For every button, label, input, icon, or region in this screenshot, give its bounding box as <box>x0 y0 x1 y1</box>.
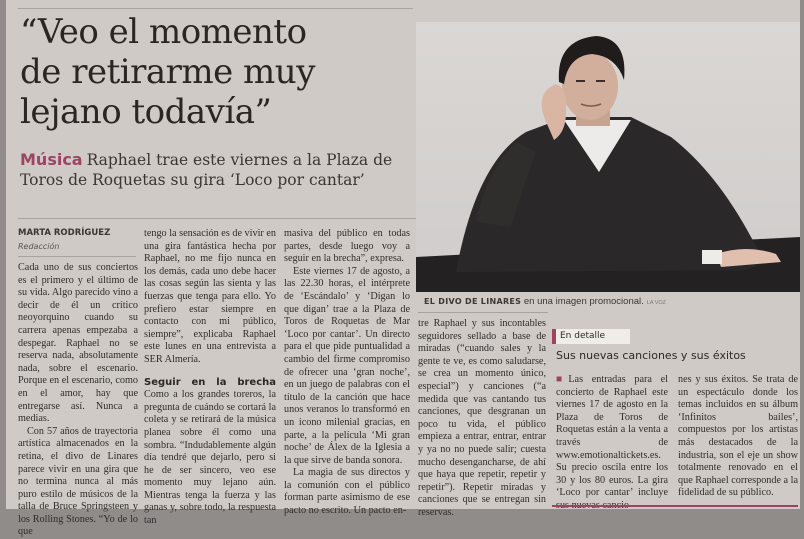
box-bottom-rule <box>552 505 798 507</box>
photo-caption <box>424 296 804 307</box>
box-column-1 <box>556 374 668 505</box>
body-paragraph: tengo la sensación es de vivir en una gira fantástica hecha por Raphael, no me fijo nunca en los demás, cada uno debe hacer las cosas según las sienta y las fuerzas que tenga para ello. Yo prefiero estar siempre en contacto con mi público, siempre”, explicaba Raphael este lunes en una entrevista a SER Almería. <box>144 228 276 365</box>
photo-credit: LA VOZ <box>646 300 667 306</box>
box-column-2 <box>678 374 798 505</box>
newspaper-page <box>6 0 800 538</box>
box-paragraph <box>556 374 668 513</box>
top-rule <box>18 8 413 9</box>
subhead-continuation: Como a los grandes toreros, la pregunta de cuándo se cortará la coleta y se retirará de la música planea sobre él como una sombra. “Indudablemente algún día tendré que dejarlo, pero si he de ser sincero, veo ese momento muy lejano aún. Mientras tenga la fuerza y las ganas y, sobre todo, la respuesta tan <box>144 389 276 527</box>
byline-section: Redacción <box>18 242 60 251</box>
author-byline: MARTA RODRÍGUEZ <box>18 228 111 238</box>
headline-line-3: lejano todavía” <box>20 92 272 132</box>
deck-text: Raphael trae este viernes a la Plaza de Toros de Roquetas su gira ‘Loco por cantar’ <box>20 151 393 189</box>
body-paragraph: Este viernes 17 de agosto, a las 22.30 horas, el intérprete de ‘Escándalo’ y ‘Digan lo que digan’ trae a la Plaza de Toros de Roquetas de Mar ‘Loco por cantar’. Un directo para el que pide puntualidad a cambio del firme compromiso de ofrecer una ‘gran noche’, en un juego de palabras con el título de la canción que hace unos veranos lo transformó en un icono milenial gracias, en parte, a la película ‘Mi gran noche’ de Álex de la Iglesia a la que sirve de banda sonora. <box>284 265 410 466</box>
body-column-2 <box>144 228 276 527</box>
deck-rule <box>18 218 416 219</box>
body-paragraph: Con 57 años de trayectoria artística almacenados en la retina, el divo de Linares parece vivir en una gira que no termina nunca al más puro estilo de músicos de la talla de Bruce Springsteen y los Rolling Stones. “Yo de lo que <box>18 425 138 538</box>
headline-line-2: de retirarme muy <box>20 52 315 92</box>
caption-rule <box>418 312 548 313</box>
box-paragraph: nes y sus éxitos. Se trata de un espectáculo donde los temas incluidos en su álbum ‘Infinitos bailes’, compuestos por los artistas más destacados de la industria, son el eje un show totalmente renovado en el que Raphael corresponde a la fidelidad de su público. <box>678 374 798 499</box>
body-paragraph: Cada uno de sus conciertos es el primero y el último de su vida. Algo parecido vino a decir de él un crítico neoyorquino cuando su carrera apenas empezaba a despegar. Raphael no se reserva nada, absolutamente nada, sobre el escenario. Porque en el escenario, como en el amor, hay que entregarse así. Nunca a medias. <box>18 262 138 425</box>
headline-line-1: “Veo el momento <box>20 12 307 52</box>
headline <box>20 12 415 132</box>
box-text-1: Las entradas para el concierto de Raphael este viernes 17 de agosto en la Plaza de Toros de Roquetas están a la venta a través de www.emotionaltickets.es. Su precio oscila entre los 30 y los 80 euros. La gira ‘Loco por cantar’ incluye <box>556 374 669 499</box>
subhead: Seguir en la brecha <box>144 376 276 388</box>
box-tab: En detalle <box>552 329 630 344</box>
deck <box>20 150 415 190</box>
body-paragraph: tre Raphael y sus incontables seguidores sellado a base de miradas (“cuando sales y la gente te ve, es como saludarse, se crea un momento único, especial”) y canciones (“a medida que vas cantando tus canciones, que desgranan un poco tu vida, el público empieza a entrar, entrar, entrar y ya no no puede salir; cuesta mucho desengancharse, de ahí que haya que repetir, repetir y repetir”). Repetir miradas y canciones que se entregan sin reservas. <box>418 318 546 518</box>
box-title: Sus nuevas canciones y sus éxitos <box>556 349 746 362</box>
body-paragraph <box>144 377 276 528</box>
byline-rule <box>18 256 136 257</box>
body-paragraph: masiva del público en todas partes, desde luego voy a seguir en la brecha”, expresa. <box>284 228 410 265</box>
portrait-illustration <box>416 22 800 292</box>
caption-text: en una imagen promocional. <box>521 296 644 307</box>
body-paragraph: La magia de sus directos y la comunión con el público forman parte asimismo de ese pacto no escrito. Un pacto en- <box>284 467 410 517</box>
press-photo <box>416 22 800 292</box>
body-column-3 <box>284 228 410 517</box>
body-column-4 <box>418 318 546 518</box>
body-column-1 <box>18 262 138 538</box>
deck-kicker: Música <box>20 150 83 169</box>
caption-name: EL DIVO DE LINARES <box>424 297 522 306</box>
bullet-icon: ■ <box>556 374 569 385</box>
